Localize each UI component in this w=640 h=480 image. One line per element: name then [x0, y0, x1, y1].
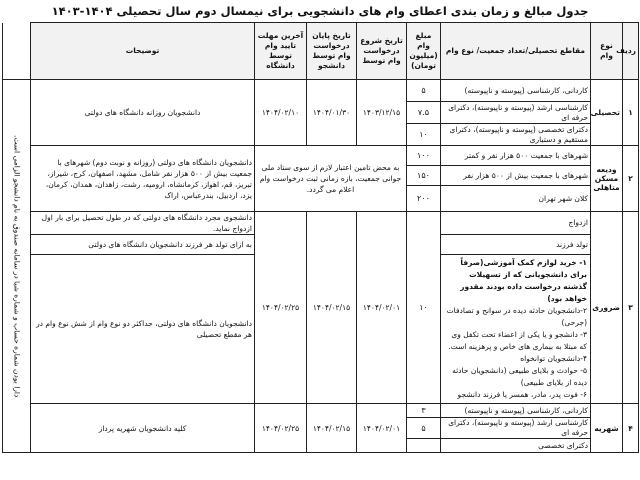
- emergency-reasons-list: [441, 255, 591, 404]
- sub-label: تولد فرزند: [441, 235, 591, 255]
- reason-item: ۴-دانشجویان توانخواه: [520, 354, 587, 363]
- deadline-date: ۱۴۰۴/۰۲/۱۰: [255, 80, 307, 146]
- row-number: ۳: [623, 212, 639, 404]
- reason-item: ۳- دانشجو و یا یکی از اعضاء تحت تکفل وی که مبتلا به بیماری های خاص و پرهزینه است.: [448, 330, 587, 351]
- sub-label: کاردانی، کارشناسی (پیوسته و ناپیوسته): [441, 80, 591, 102]
- loan-type: ضروری: [591, 212, 623, 404]
- header-row: ردیف: [623, 23, 639, 80]
- header-start: تاریخ شروع درخواست وام توسط: [357, 23, 407, 80]
- loan-note: به ازای تولد هر فرزند دانشجویان دانشگاه های دولتی: [31, 235, 255, 255]
- loan-amount: ۷.۵: [407, 102, 441, 124]
- reason-item: ۲-دانشجویان حادثه دیده در سوانح و تصادفات (جرحی): [446, 306, 587, 327]
- deadline-date: ۱۴۰۴/۰۲/۲۵: [255, 212, 307, 404]
- sub-label: کاردانی، کارشناسی (پیوسته و ناپیوسته): [441, 404, 591, 418]
- reason-item: ۱- خرید لوازم کمک آموزشی(صرفاً برای دانشجویانی که از تسهیلات گذشته درخواست داده بودند مقدور خواهد بود): [460, 258, 587, 303]
- reason-item: ۶- فوت پدر، مادر، همسر یا فرزند دانشجو: [457, 390, 587, 399]
- loan-note: دانشجویان دانشگاه های دولتی (روزانه و نوبت دوم) شهرهای با جمعیت بیش از ۵۰۰ هزار نفر شامل، مشهد، اصفهان، کرج، شیراز، تبریز، قم، اهواز، کرمانشاه، ارومیه، رشت، زاهدان، همدان، کرمان، یزد، اردبیل، بندرعباس، اراک: [31, 146, 255, 212]
- page-title: جدول مبالغ و زمان بندی اعطای وام های دانشجویی برای نیمسال دوم سال تحصیلی ۱۴۰۴-۱۴۰۳: [51, 4, 589, 18]
- start-date: ۱۴۰۳/۱۲/۱۵: [357, 80, 407, 146]
- dates-note: به محض تامین اعتبار لازم از سوی ستاد ملی جوانی جمعیت، بازه زمانی ثبت درخواست وام اعلام می گردد.: [255, 146, 407, 212]
- loan-amount: ۱۵۰: [407, 166, 441, 186]
- header-end: تاریخ پایان درخواست وام توسط دانشجو: [307, 23, 357, 80]
- sub-label: کارشناسی ارشد (پیوسته و ناپیوسته)، دکترای حرفه ای: [441, 102, 591, 124]
- reason-item: ۵- حوادث و بلایای طبیعی (دانشجویان حادثه دیده از بلایای طبیعی): [452, 366, 587, 387]
- deadline-date: ۱۴۰۴/۰۲/۲۵: [255, 404, 307, 453]
- loan-note: دانشجویان دانشگاه های دولتی، حداکثر دو نوع وام از شش نوع وام در هر مقطع تحصیلی: [31, 255, 255, 404]
- sub-label: دکترای تخصصی: [441, 439, 591, 453]
- loan-amount: ۳: [407, 404, 441, 418]
- sub-label: شهرهای با جمعیت بیش از ۵۰۰ هزار نفر: [441, 166, 591, 186]
- loan-schedule-table: [2, 22, 639, 453]
- loan-amount: ۱۰: [407, 212, 441, 404]
- sub-label: کلان شهر تهران: [441, 186, 591, 212]
- loan-amount: ۵: [407, 418, 441, 439]
- sub-label: شهرهای با جمعیت ۵۰۰ هزار نفر و کمتر: [441, 146, 591, 166]
- header-deadline: آخرین مهلت تایید وام توسط دانشگاه: [255, 23, 307, 80]
- loan-type: شهریه: [591, 404, 623, 453]
- sub-label: دکترای تخصصی (پیوسته و ناپیوسته)، دکترای مستقیم و دستیاری: [441, 124, 591, 146]
- header-amount: مبلغ وام (میلیون تومان): [407, 23, 441, 80]
- start-date: ۱۴۰۴/۰۲/۰۱: [357, 212, 407, 404]
- sub-label: کارشناسی ارشد (پیوسته و ناپیوسته)، دکترای حرفه ای: [441, 418, 591, 439]
- end-date: ۱۴۰۴/۰۲/۱۵: [307, 212, 357, 404]
- loan-note: دانشجویان روزانه دانشگاه های دولتی: [31, 80, 255, 146]
- loan-amount: ۱۰: [407, 124, 441, 146]
- side-note: دارا بودن شماره حساب و شماره شبا در سامانه صندوق به نام دانشجو الزامی است.: [12, 134, 22, 398]
- loan-amount: ۲۰۰: [407, 186, 441, 212]
- header-type: نوع وام: [591, 23, 623, 80]
- header-levels: مقاطع تحصیلی/تعداد جمعیت/ نوع وام: [441, 23, 591, 80]
- loan-amount: ۵: [407, 80, 441, 102]
- end-date: ۱۴۰۴/۰۱/۳۰: [307, 80, 357, 146]
- row-number: ۲: [623, 146, 639, 212]
- loan-note: کلیه دانشجویان شهریه پرداز: [31, 404, 255, 453]
- loan-note: دانشجوی مجرد دانشگاه های دولتی که در طول تحصیل برای بار اول ازدواج نماید.: [31, 212, 255, 235]
- start-date: ۱۴۰۴/۰۲/۰۱: [357, 404, 407, 453]
- row-number: ۱: [623, 80, 639, 146]
- end-date: ۱۴۰۴/۰۲/۱۵: [307, 404, 357, 453]
- row-number: ۴: [623, 404, 639, 453]
- loan-amount: [407, 439, 441, 453]
- loan-type: تحصیلی: [591, 80, 623, 146]
- loan-type: ودیعه مسکن متاهلی: [591, 146, 623, 212]
- sub-label: ازدواج: [441, 212, 591, 235]
- header-notes: توضیحات: [31, 23, 255, 80]
- loan-amount: ۱۰۰: [407, 146, 441, 166]
